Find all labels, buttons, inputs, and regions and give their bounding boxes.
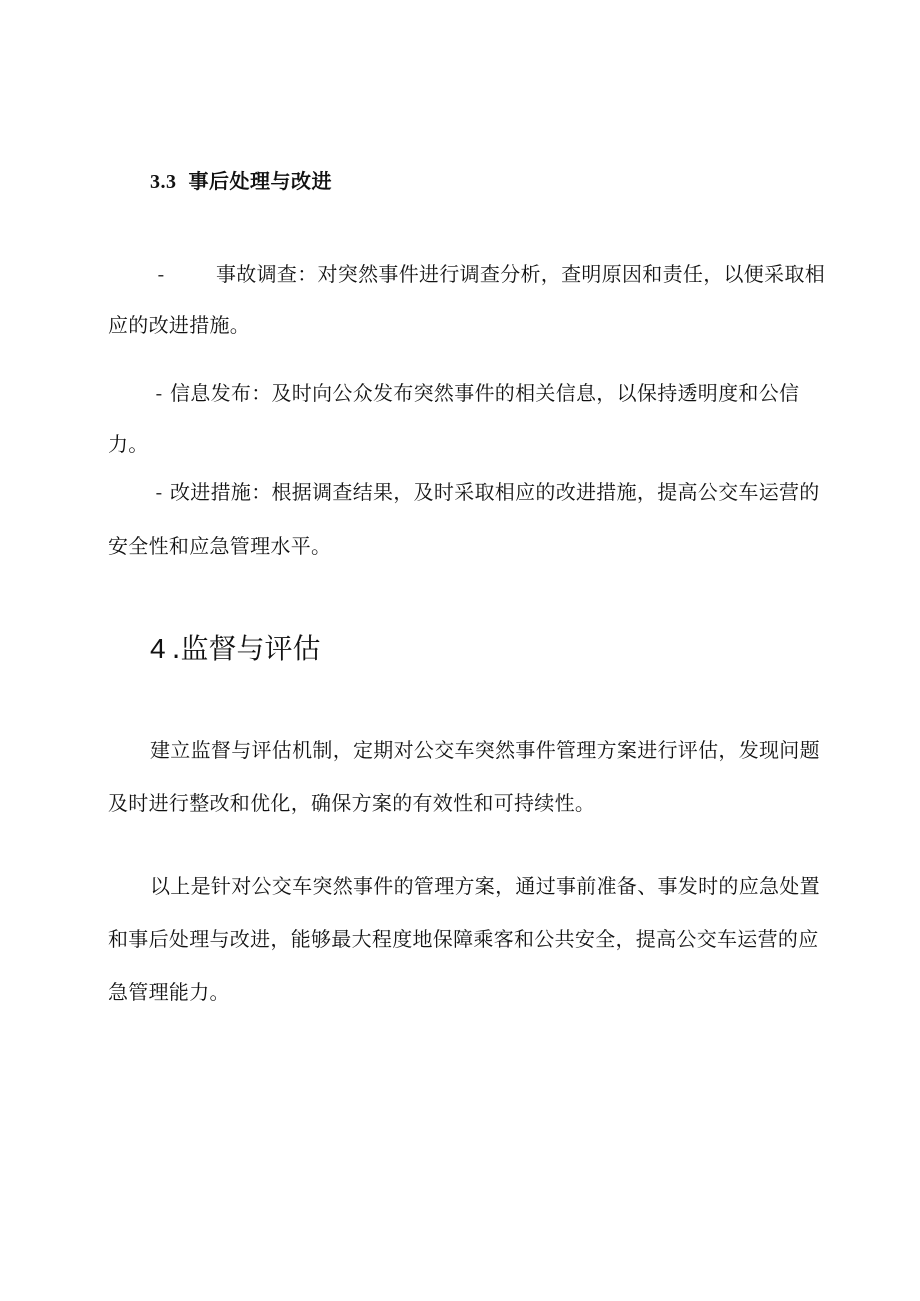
list-item-improvement	[108, 465, 828, 573]
list-item-text: 根据调查结果，及时采取相应的改进措施，提高公交车运营的安全性和应急管理水平。	[108, 480, 820, 558]
paragraph-text: 建立监督与评估机制，定期对公交车突然事件管理方案进行评估，发现问题及时进行整改和优化，确保方案的有效性和可持续性。	[108, 738, 820, 815]
section-title: .监督与评估	[171, 632, 321, 665]
list-item-investigation	[108, 249, 828, 351]
list-dash: -	[157, 262, 165, 286]
list-item-label: 事故调查：	[216, 262, 318, 286]
list-item-text: 对突然事件进行调查分析，查明原因和责任，以便采取相应的改进措施。	[108, 262, 825, 337]
list-item-label: 改进措施：	[170, 480, 272, 504]
section-heading-3-3	[150, 165, 332, 194]
list-dash: -	[155, 381, 163, 405]
supervision-paragraph	[108, 724, 828, 830]
section-heading-4	[150, 627, 320, 667]
section-number: 3.3	[150, 171, 177, 193]
list-item-label: 信息发布：	[170, 381, 272, 405]
paragraph-text: 以上是针对公交车突然事件的管理方案，通过事前准备、事发时的应急处置和事后处理与改进，能够最大程度地保障乘客和公共安全，提高公交车运营的应急管理能力。	[108, 874, 820, 1004]
list-dash: -	[155, 480, 163, 504]
conclusion-paragraph	[108, 860, 828, 1019]
section-title: 事后处理与改进	[188, 169, 332, 193]
list-item-info-release	[108, 368, 828, 470]
section-number: 4	[150, 633, 166, 664]
list-item-text: 及时向公众发布突然事件的相关信息，以保持透明度和公信力。	[108, 381, 800, 456]
